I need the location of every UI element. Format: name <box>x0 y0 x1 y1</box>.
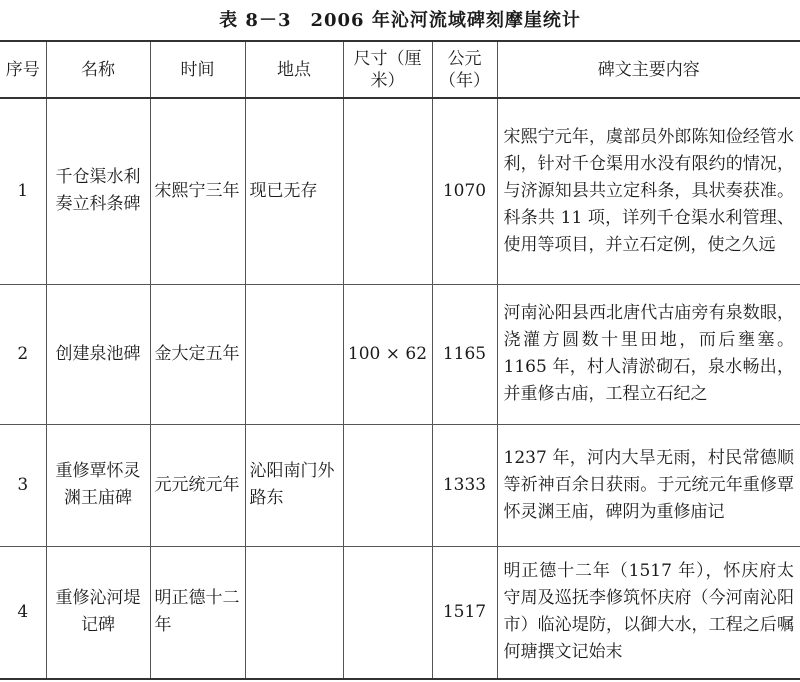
table-title: 表 8－3 2006 年沁河流域碑刻摩崖统计 <box>219 10 581 31</box>
cell-place: 沁阳南门外路东 <box>245 424 343 546</box>
cell-no: 4 <box>0 546 46 679</box>
table-row <box>0 424 800 546</box>
cell-name: 千仓渠水利奏立科条碑 <box>46 98 150 284</box>
cell-no: 3 <box>0 424 46 546</box>
cell-content: 明正德十二年（1517 年），怀庆府太守周及巡抚李修筑怀庆府（今河南沁阳市）临沁堤防，以御大水，工程之后嘱何瑭撰文记始末 <box>497 546 800 679</box>
cell-year: 1165 <box>432 284 497 424</box>
header-place: 地点 <box>245 41 343 98</box>
cell-year: 1517 <box>432 546 497 679</box>
cell-place <box>245 546 343 679</box>
cell-year: 1333 <box>432 424 497 546</box>
table-row <box>0 284 800 424</box>
cell-place <box>245 284 343 424</box>
cell-time: 明正德十二年 <box>150 546 245 679</box>
cell-content: 1237 年，河内大旱无雨，村民常德顺等祈神百余日获雨。于元统元年重修覃怀灵渊王庙，碑阴为重修庙记 <box>497 424 800 546</box>
cell-name: 重修沁河堤记碑 <box>46 546 150 679</box>
table-row <box>0 98 800 284</box>
cell-size <box>343 424 432 546</box>
cell-content: 河南沁阳县西北唐代古庙旁有泉数眼，浇灌方圆数十里田地，而后壅塞。1165 年，村人清淤砌石，泉水畅出，并重修古庙，工程立石纪之 <box>497 284 800 424</box>
cell-time: 金大定五年 <box>150 284 245 424</box>
header-name: 名称 <box>46 41 150 98</box>
cell-content: 宋熙宁元年，虞部员外郎陈知俭经管水利，针对千仓渠用水没有限约的情况，与济源知县共立定科条，具状奏获准。科条共 11 项，详列千仓渠水利管理、使用等项目，并立石定例，使之久远 <box>497 98 800 284</box>
table-row <box>0 546 800 679</box>
cell-size <box>343 98 432 284</box>
header-time: 时间 <box>150 41 245 98</box>
header-row <box>0 41 800 98</box>
header-size: 尺寸（厘米） <box>343 41 432 98</box>
cell-time: 元元统元年 <box>150 424 245 546</box>
cell-year: 1070 <box>432 98 497 284</box>
header-content: 碑文主要内容 <box>497 41 800 98</box>
cell-name: 重修覃怀灵渊王庙碑 <box>46 424 150 546</box>
cell-name: 创建泉池碑 <box>46 284 150 424</box>
cell-no: 1 <box>0 98 46 284</box>
header-no: 序号 <box>0 41 46 98</box>
cell-size: 100 × 62 <box>343 284 432 424</box>
header-year: 公元（年） <box>432 41 497 98</box>
stele-statistics-table <box>0 40 800 680</box>
cell-size <box>343 546 432 679</box>
cell-time: 宋熙宁三年 <box>150 98 245 284</box>
cell-no: 2 <box>0 284 46 424</box>
cell-place: 现已无存 <box>245 98 343 284</box>
